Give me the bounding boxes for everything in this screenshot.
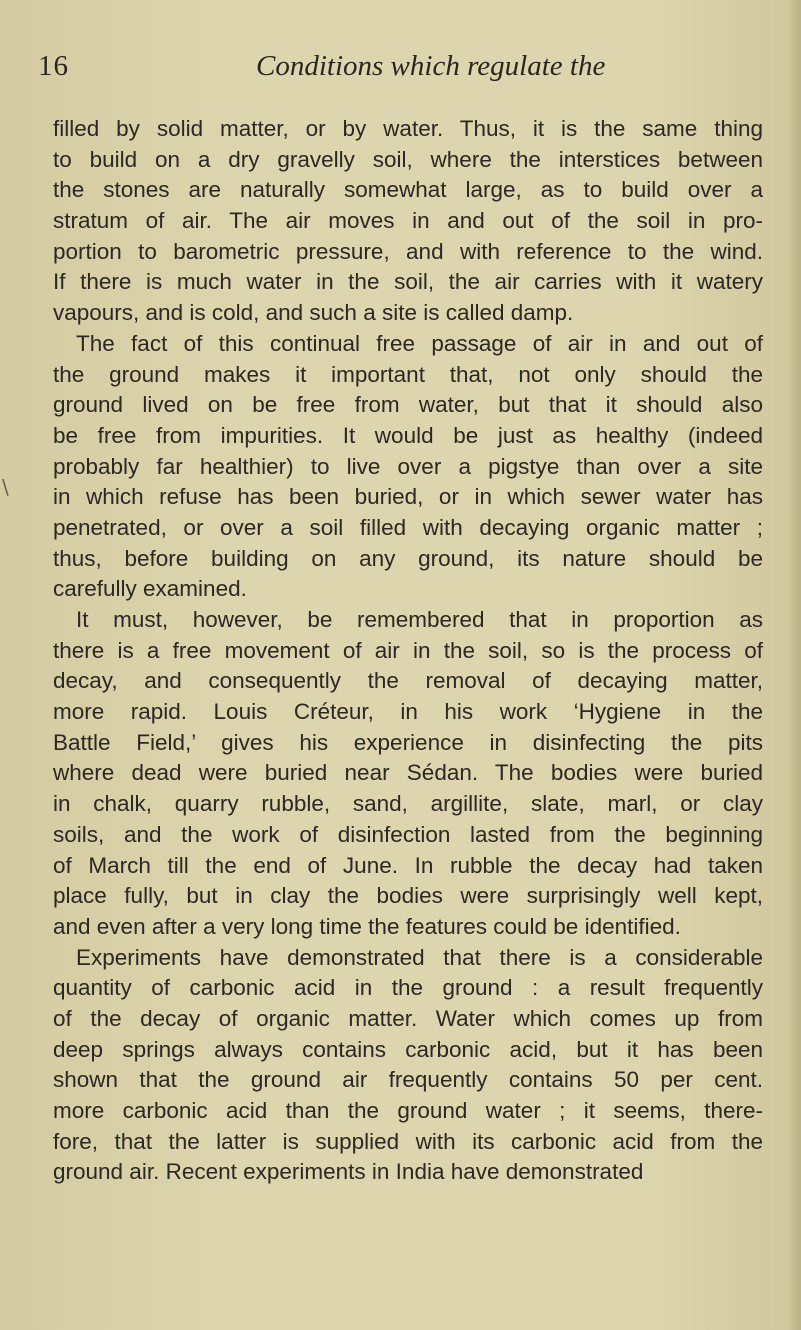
text-line: the stones are naturally somewhat large, as to build over a xyxy=(53,177,763,203)
text-line: It must, however, be remembered that in proportion as xyxy=(76,607,763,632)
text-line: soils, and the work of disinfection lasted from the beginning xyxy=(53,821,763,847)
text-line: more carbonic acid than the ground water ; it seems, there- xyxy=(53,1098,763,1123)
text-line: vapours, and is cold, and such a site is called damp. xyxy=(53,300,574,326)
text-line: be free from impurities. It would be just as healthy (indeed xyxy=(53,422,763,448)
text-line: where dead were buried near Sédan. The bodies were buried xyxy=(53,760,763,786)
page-header xyxy=(38,50,758,94)
text-line: shown that the ground air frequently contains 50 per cent. xyxy=(53,1067,763,1093)
text-line: deep springs always contains carbonic acid, but it has been xyxy=(53,1036,763,1062)
text-line: and even after a very long time the features could be identified. xyxy=(53,913,681,939)
text-line: there is a free movement of air in the soil, so is the process of xyxy=(53,637,763,663)
body-text xyxy=(53,114,763,1188)
text-line: the ground makes it important that, not only should the xyxy=(53,361,763,387)
text-line: thus, before building on any ground, its nature should be xyxy=(53,545,763,571)
page-number: 16 xyxy=(38,50,69,82)
text-line: fore, that the latter is supplied with its carbonic acid from the xyxy=(53,1128,763,1154)
text-line: probably far healthier) to live over a pigstye than over a site xyxy=(53,453,763,479)
text-line: The fact of this continual free passage of air in and out of xyxy=(76,330,763,356)
text-line: in which refuse has been buried, or in which sewer water has xyxy=(53,484,763,510)
text-line: quantity of carbonic acid in the ground : a result frequently xyxy=(53,975,763,1001)
text-line: decay, and consequently the removal of decaying matter, xyxy=(53,668,763,694)
text-line: place fully, but in clay the bodies were surprisingly well kept, xyxy=(53,883,763,909)
text-line: filled by solid matter, or by water. Thus, it is the same thing xyxy=(53,116,763,141)
margin-mark: \ xyxy=(2,475,9,499)
text-line: Battle Field,’ gives his experience in disinfecting the pits xyxy=(53,729,763,755)
text-line: If there is much water in the soil, the air carries with it watery xyxy=(53,269,763,295)
text-line: Experiments have demonstrated that there is a considerable xyxy=(76,944,763,970)
text-line: stratum of air. The air moves in and out of the soil in pro- xyxy=(53,208,763,234)
text-line: ground lived on be free from water, but that it should also xyxy=(53,392,763,418)
text-line: penetrated, or over a soil filled with decaying organic matter ; xyxy=(53,514,763,540)
text-line: of the decay of organic matter. Water which comes up from xyxy=(53,1005,763,1031)
text-line: ground air. Recent experiments in India have demonstrated xyxy=(53,1159,644,1185)
running-head: Conditions which regulate the xyxy=(256,50,606,82)
text-line: of March till the end of June. In rubble the decay had taken xyxy=(53,852,763,878)
text-line: carefully examined. xyxy=(53,576,247,602)
paragraph xyxy=(53,114,763,329)
paragraph xyxy=(53,329,763,605)
paragraph xyxy=(53,605,763,943)
text-line: in chalk, quarry rubble, sand, argillite, slate, marl, or clay xyxy=(53,791,763,817)
paragraph xyxy=(53,943,763,1189)
text-line: portion to barometric pressure, and with reference to the wind. xyxy=(53,238,763,264)
page-edge-shadow xyxy=(787,0,801,1330)
text-line: more rapid. Louis Créteur, in his work ‘Hygiene in the xyxy=(53,699,763,725)
text-line: to build on a dry gravelly soil, where the interstices between xyxy=(53,146,763,172)
